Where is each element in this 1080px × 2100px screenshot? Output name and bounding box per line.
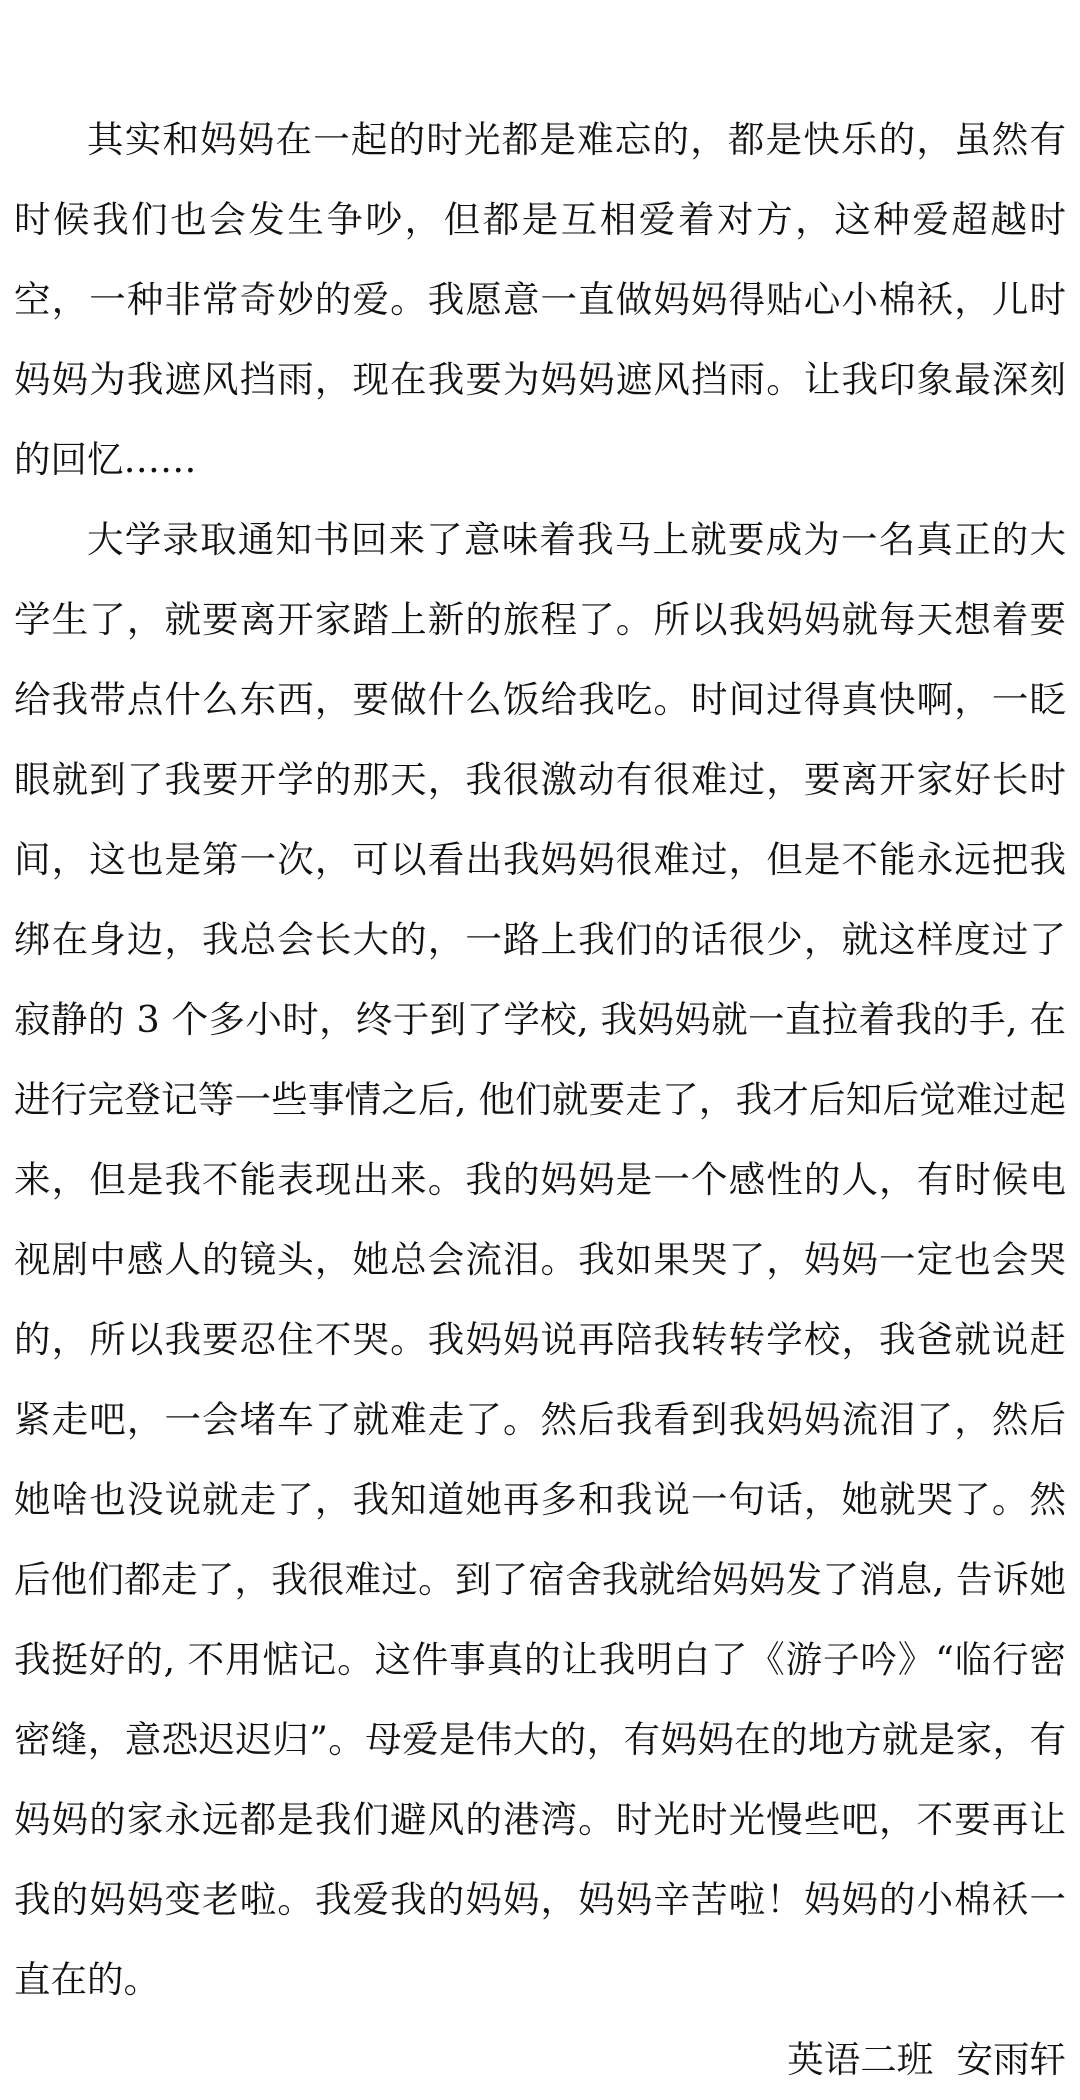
author-signature: 英语二班 安雨轩 [787, 2038, 1066, 2081]
paragraph-2: 大学录取通知书回来了意味着我马上就要成为一名真正的大学生了，就要离开家踏上新的旅程了。所以我妈妈就每天想着要给我带点什么东西，要做什么饭给我吃。时间过得真快啊，一眨眼就到了我要开学的那天，我很激动有很难过，要离开家好长时间，这也是第一次，可以看出我妈妈很难过，但是不能永远把我绑在身边，我总会长大的，一路上我们的话很少，就这样度过了寂静的 3 个多小时，终于到了学校, 我妈妈就一直拉着我的手, 在进行完登记等一些事情之后, 他们就要走了，我才后知后觉难过起来，但是我不能表现出来。我的妈妈是一个感性的人，有时候电视剧中感人的镜头，她总会流泪。我如果哭了，妈妈一定也会哭的，所以我要忍住不哭。我妈妈说再陪我转转学校，我爸就说赶紧走吧，一会堵车了就难走了。然后我看到我妈妈流泪了，然后她啥也没说就走了，我知道她再多和我说一句话，她就哭了。然后他们都走了，我很难过。到了宿舍我就给妈妈发了消息, 告诉她我挺好的, 不用惦记。这件事真的让我明白了《游子吟》“临行密密缝，意恐迟迟归”。母爱是伟大的，有妈妈在的地方就是家，有妈妈的家永远都是我们避风的港湾。时光时光慢些吧，不要再让我的妈妈变老啦。我爱我的妈妈，妈妈辛苦啦！妈妈的小棉袄一直在的。 [14, 518, 1066, 2001]
essay-body [14, 100, 1066, 2100]
paragraph-1: 其实和妈妈在一起的时光都是难忘的，都是快乐的，虽然有时候我们也会发生争吵，但都是互相爱着对方，这种爱超越时空，一种非常奇妙的爱。我愿意一直做妈妈得贴心小棉袄，儿时妈妈为我遮风挡雨，现在我要为妈妈遮风挡雨。让我印象最深刻的回忆…… [14, 118, 1066, 481]
